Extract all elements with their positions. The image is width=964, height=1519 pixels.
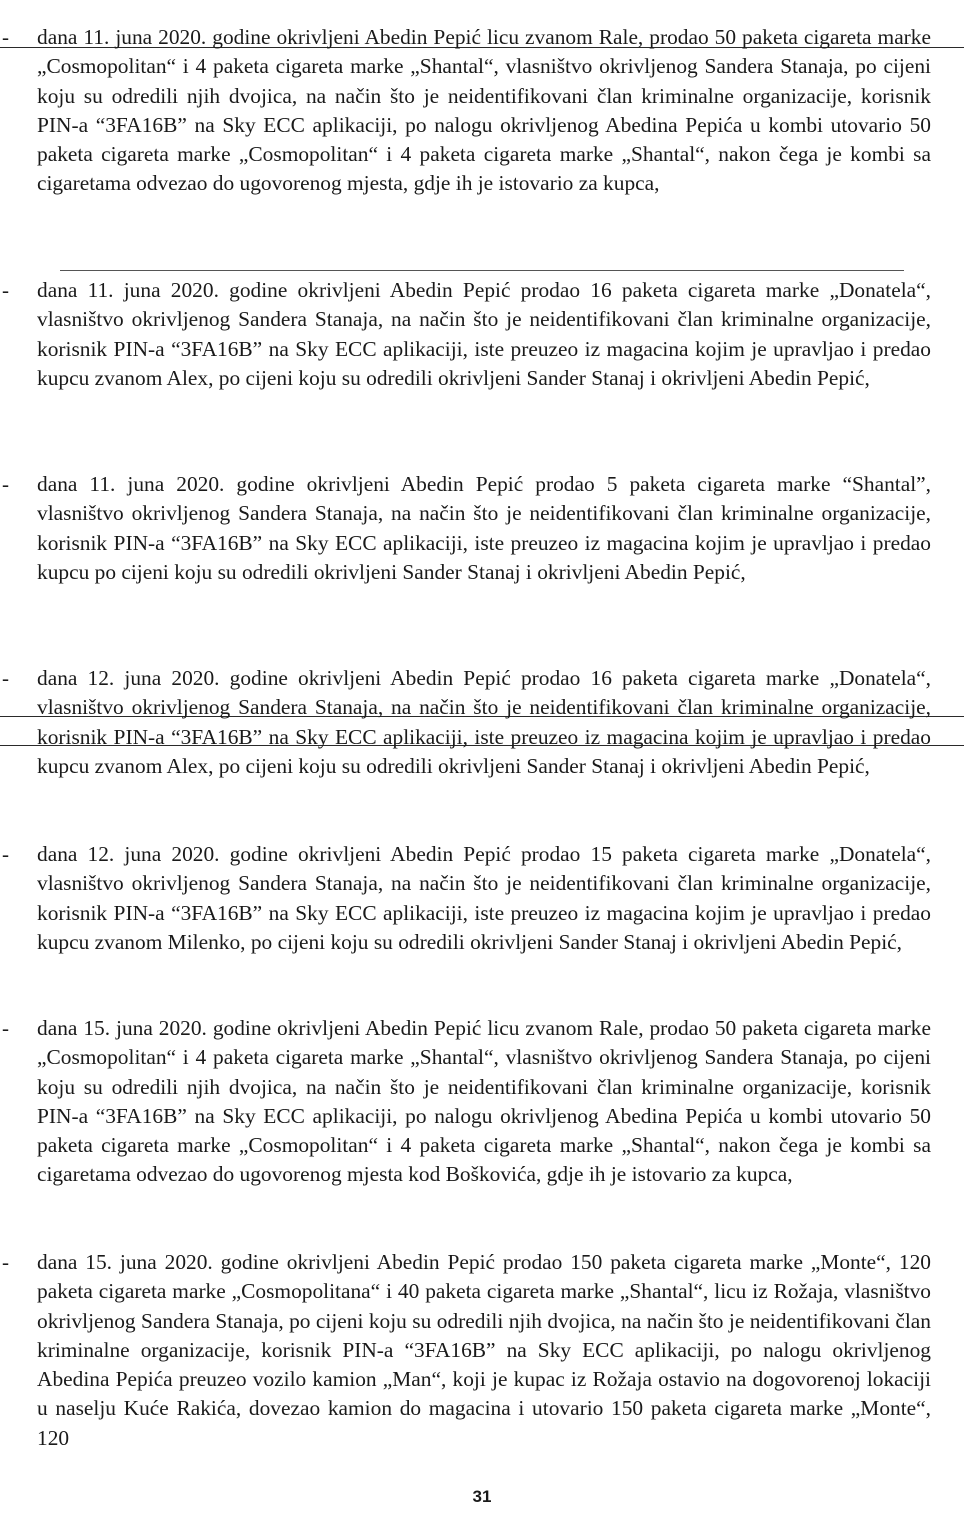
page-number: 31 [472, 1487, 492, 1506]
list-marker: - [2, 25, 9, 49]
paragraph-text: dana 15. juna 2020. godine okrivljeni Abedin Pepić licu zvanom Rale, prodao 50 paketa cigareta marke „Cosmopolitan“ i 4 paketa cigareta marke „Shantal“, vlasništvo okrivljenog Sandera Stanaja, po cijeni koju su odredili njih dvojica, na način što je neidentifikovani član kriminalne organizacije, korisnik PIN-a “3FA16B” na Sky ECC aplikaciji, po nalogu okrivljenog Abedina Pepića u kombi utovario 50 paketa cigareta marke „Cosmopolitan“ i 4 paketa cigareta marke „Shantal“, nakon čega je kombi sa cigaretama odvezao do ugovorenog mjesta kod Boškovića, gdje ih je istovario za kupca, [37, 1016, 931, 1187]
paragraph-text: dana 12. juna 2020. godine okrivljeni Abedin Pepić prodao 16 paketa cigareta marke „Donatela“, vlasništvo okrivljenog Sandera Stanaja, na način što je neidentifikovani član kriminalne organizacije, korisnik PIN-a “3FA16B” na Sky ECC aplikaciji, iste preuzeo iz magacina kojim je upravljao i predao kupcu zvanom Alex, po cijeni koju su odredili okrivljeni Sander Stanaj i okrivljeni Abedin Pepić, [37, 666, 931, 778]
paragraph-text: dana 15. juna 2020. godine okrivljeni Abedin Pepić prodao 150 paketa cigareta marke „Monte“, 120 paketa cigareta marke „Cosmopolitana“ i 40 paketa cigareta marke „Shantal“, licu iz Rožaja, vlasništvo okrivljenog Sandera Stanaja, po cijeni koju su odredili njih dvojica, na način što je neidentifikovani član kriminalne organizacije, korisnik PIN-a “3FA16B” na Sky ECC aplikaciji, po nalogu okrivljenog Abedina Pepića preuzeo vozilo kamion „Man“, koji je kupac iz Rožaja ostavio na dogovorenoj lokaciji u naselju Kuće Rakića, dovezao kamion do magacina i utovario 150 paketa cigareta marke „Monte“, 120 [37, 1250, 931, 1450]
paragraph-text: dana 11. juna 2020. godine okrivljeni Abedin Pepić prodao 5 paketa cigareta marke “Shantal”, vlasništvo okrivljenog Sandera Stanaja, na način što je neidentifikovani član kriminalne organizacije, korisnik PIN-a “3FA16B” na Sky ECC aplikaciji, iste preuzeo iz magacina kojim je upravljao i predao kupcu po cijeni koju su odredili okrivljeni Sander Stanaj i okrivljeni Abedin Pepić, [37, 472, 931, 584]
paragraph-text: dana 11. juna 2020. godine okrivljeni Abedin Pepić licu zvanom Rale, prodao 50 paketa cigareta marke „Cosmopolitan“ i 4 paketa cigareta marke „Shantal“, vlasništvo okrivljenog Sandera Stanaja, po cijeni koju su odredili njih dvojica, na način što je neidentifikovani član kriminalne organizacije, korisnik PIN-a “3FA16B” na Sky ECC aplikaciji, po nalogu okrivljenog Abedina Pepića u kombi utovario 50 paketa cigareta marke „Cosmopolitan“ i 4 paketa cigareta marke „Shantal“, nakon čega je kombi sa cigaretama odvezao do ugovorenog mjesta, gdje ih je istovario za kupca, [37, 25, 931, 196]
paragraph-text: dana 11. juna 2020. godine okrivljeni Abedin Pepić prodao 16 paketa cigareta marke „Donatela“, vlasništvo okrivljenog Sandera Stanaja, na način što je neidentifikovani član kriminalne organizacije, korisnik PIN-a “3FA16B” na Sky ECC aplikaciji, iste preuzeo iz magacina kojim je upravljao i predao kupcu zvanom Alex, po cijeni koju su odredili okrivljeni Sander Stanaj i okrivljeni Abedin Pepić, [37, 278, 931, 390]
list-marker: - [2, 1016, 9, 1040]
list-marker: - [2, 278, 9, 302]
scan-artifact-line [60, 270, 904, 271]
list-marker: - [2, 666, 9, 690]
paragraph-text: dana 12. juna 2020. godine okrivljeni Abedin Pepić prodao 15 paketa cigareta marke „Donatela“, vlasništvo okrivljenog Sandera Stanaja, na način što je neidentifikovani član kriminalne organizacije, korisnik PIN-a “3FA16B” na Sky ECC aplikaciji, iste preuzeo iz magacina kojim je upravljao i predao kupcu zvanom Milenko, po cijeni koju su odredili okrivljeni Sander Stanaj i okrivljeni Abedin Pepić, [37, 842, 931, 954]
list-marker: - [2, 842, 9, 866]
list-marker: - [2, 472, 9, 496]
list-marker: - [2, 1250, 9, 1274]
